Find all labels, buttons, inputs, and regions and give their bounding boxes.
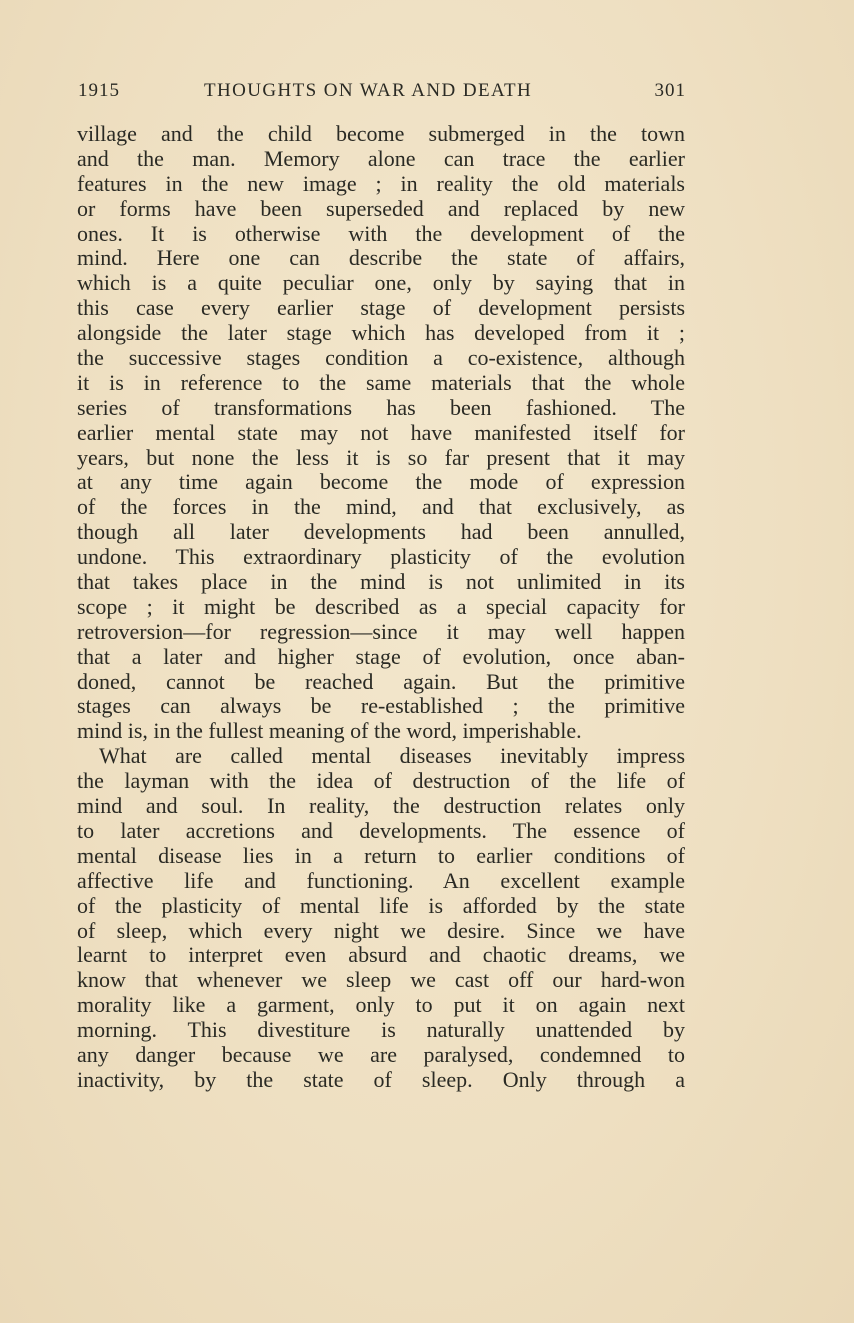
text-line: series of transformations has been fashioned. The xyxy=(77,394,685,420)
text-line: years, but none the less it is so far present that it may xyxy=(77,444,685,470)
text-line: know that whenever we sleep we cast off our hard-won xyxy=(77,967,685,993)
text-line: or forms have been superseded and replaced by new xyxy=(77,195,685,221)
text-line: inactivity, by the state of sleep. Only through a xyxy=(77,1066,685,1092)
text-line: mind. Here one can describe the state of affairs, xyxy=(77,245,685,271)
text-line: mind and soul. In reality, the destruction relates only xyxy=(77,793,685,819)
page-number: 301 xyxy=(654,80,686,101)
text-line: the successive stages condition a co-existence, although xyxy=(77,345,685,371)
text-line: mental disease lies in a return to earlier conditions of xyxy=(77,842,685,868)
text-line: village and the child become submerged in the town xyxy=(77,121,685,146)
text-line: retroversion—for regression—since it may well happen xyxy=(77,618,685,644)
running-head xyxy=(78,80,686,110)
text-line: earlier mental state may not have manifested itself for xyxy=(77,419,685,445)
text-line: affective life and functioning. An excellent example xyxy=(77,867,685,893)
text-line: of the plasticity of mental life is afforded by the state xyxy=(77,892,685,918)
header-year: 1915 xyxy=(78,80,120,101)
text-line: stages can always be re-established ; the primitive xyxy=(77,693,685,719)
text-line: of the forces in the mind, and that exclusively, as xyxy=(77,494,685,520)
text-line: features in the new image ; in reality the old materials xyxy=(77,170,685,196)
text-line: though all later developments had been annulled, xyxy=(77,519,685,545)
text-line: any danger because we are paralysed, condemned to xyxy=(77,1041,685,1067)
text-line: undone. This extraordinary plasticity of the evolution xyxy=(77,544,685,570)
text-line: and the man. Memory alone can trace the earlier xyxy=(77,145,685,171)
text-line: at any time again become the mode of expression xyxy=(77,469,685,495)
body-text xyxy=(77,122,685,1093)
text-line: morality like a garment, only to put it on again next xyxy=(77,992,685,1018)
text-line: ones. It is otherwise with the development of the xyxy=(77,220,685,246)
text-line: morning. This divestiture is naturally unattended by xyxy=(77,1017,685,1043)
text-line: the layman with the idea of destruction of the life of xyxy=(77,768,685,794)
text-line: to later accretions and developments. The essence of xyxy=(77,817,685,843)
text-line: doned, cannot be reached again. But the primitive xyxy=(77,668,685,694)
text-line: of sleep, which every night we desire. Since we have xyxy=(77,917,685,943)
text-line: alongside the later stage which has developed from it ; xyxy=(77,320,685,346)
text-line: mind is, in the fullest meaning of the word, imperishable. xyxy=(77,718,582,744)
text-line: that a later and higher stage of evolution, once aban- xyxy=(77,643,685,669)
text-line: What are called mental diseases inevitably impress xyxy=(99,743,685,769)
text-line: scope ; it might be described as a special capacity for xyxy=(77,593,685,619)
text-line: which is a quite peculiar one, only by saying that in xyxy=(77,270,685,296)
text-line: that takes place in the mind is not unlimited in its xyxy=(77,569,685,595)
header-title: THOUGHTS ON WAR AND DEATH xyxy=(204,80,533,101)
text-line: this case every earlier stage of development persists xyxy=(77,295,685,321)
text-line: it is in reference to the same materials that the whole xyxy=(77,369,685,395)
text-line: learnt to interpret even absurd and chaotic dreams, we xyxy=(77,942,685,968)
